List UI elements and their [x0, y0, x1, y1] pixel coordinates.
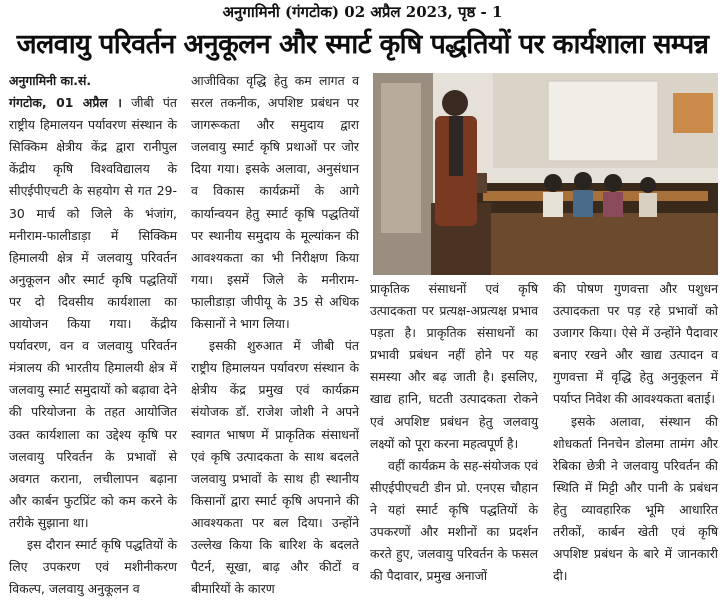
- col2-paragraph-1: आजीविका वृद्धि हेतु कम लागत व सरल तकनीक, अपशिष्ट प्रबंधन पर जागरूकता और समुदाय द्वारा जलवायु स्मार्ट कृषि प्रथाओं पर जोर दिया गया। इसके अलावा, अनुसंधान व विकास कार्यक्रमों के आगे कार्यान्वयन हेतु स्मार्ट कृषि पद्धतियों पर स्थानीय समुदाय के मूल्यांकन की आवश्यकता का भी निरीक्षण किया गया। इसमें जिले के मनीराम-फालीडाड़ा जीपीयू के 35 से अधिक किसानों ने भाग लिया।: [191, 73, 359, 332]
- article-column-2: [191, 70, 359, 600]
- headline: जलवायु परिवर्तन अनुकूलन और स्मार्ट कृषि पद्धतियों पर कार्यशाला सम्पन्न: [16, 29, 709, 60]
- col3-paragraph-2: वहीं कार्यक्रम के सह-संयोजक एवं सीएईपीएचटी डीन प्रो. एनएस चौहान ने यहां स्मार्ट कृषि पद्धतियों के उपकरणों और मशीनों का प्रदर्शन करते हुए, जलवायु परिवर्तन के फसल की पैदावार, प्रमुख अनाजों: [370, 457, 538, 584]
- dateline: गंगटोक, 01 अप्रैल ।: [9, 95, 122, 111]
- col1-paragraph-1: [9, 92, 177, 534]
- masthead: अनुगामिनी (गंगटोक) 02 अप्रैल 2023, पृष्ठ - 1: [222, 3, 503, 21]
- byline: अनुगामिनी का.सं.: [9, 73, 92, 88]
- col3-paragraph-1: प्राकृतिक संसाधनों एवं कृषि उत्पादकता पर प्रत्यक्ष-अप्रत्यक्ष प्रभाव पड़ता है। प्राकृतिक संसाधनों का प्रभावी प्रबंधन नहीं होने पर यह समस्या और बढ़ जाती है। इसलिए, खाद्य हानि, घटती उत्पादकता रोकने एवं अपशिष्ट प्रबंधन हेतु जलवायु लक्ष्यों को पूरा करना महत्वपूर्ण है।: [370, 281, 538, 451]
- article-column-3: [370, 278, 538, 587]
- col2-paragraph-2: इसकी शुरुआत में जीबी पंत राष्ट्रीय हिमालयन पर्यावरण संस्थान के क्षेत्रीय केंद्र प्रमुख एवं कार्यक्रम संयोजक डॉ. राजेश जोशी ने अपने स्वागत भाषण में प्राकृतिक संसाधनों एवं कृषि उत्पादकता के साथ बदलते जलवायु प्रभावों के साथ ही स्थानीय किसानों द्वारा स्मार्ट कृषि अपनाने की आवश्यकता पर बल दिया। उन्होंने उल्लेख किया कि बारिश के बदलते पैटर्न, सूखा, बाढ़ और कीटों व बीमारियों के कारण: [191, 338, 359, 597]
- col1-paragraph-2: इस दौरान स्मार्ट कृषि पद्धतियों के लिए उपकरण एवं मशीनीकरण विकल्प, जलवायु अनुकूलन व: [9, 536, 177, 597]
- event-photo: [373, 73, 718, 275]
- col4-paragraph-2: इसके अलावा, संस्थान की शोधकर्ता निनचेन डोलमा तामंग और रेबिका छेत्री ने जलवायु परिवर्तन की स्थिति में मिट्टी और पानी के प्रबंधन हेतु व्यावहारिक भूमि आधारित तरीकों, कार्बन खेती एवं कृषि अपशिष्ट प्रबंधन के बारे में जानकारी दी।: [553, 413, 718, 584]
- article-column-4: [553, 278, 718, 587]
- col1-paragraph-1-text: जीबी पंत राष्ट्रीय हिमालयन पर्यावरण संस्थान के सिक्किम क्षेत्रीय केंद्र द्वारा रानीपुल केंद्रीय कृषि विश्वविद्यालय के सीएईपीएचटी के सहयोग से गत 29-30 मार्च को जिले के भंजांग, मनीराम-फालीडाड़ा में सिक्किम हिमालयी क्षेत्र में जलवायु परिवर्तन अनुकूलन और स्मार्ट कृषि पद्धतियों पर दो दिवसीय कार्यशाला का आयोजन किया गया। केंद्रीय पर्यावरण, वन व जलवायु परिवर्तन मंत्रालय की भारतीय हिमालयी क्षेत्र में जलवायु स्मार्ट समुदायों को बढ़ावा देने की परियोजना के तहत आयोजित उक्त कार्यशाला का उद्देश्य कृषि पर जलवायु परिवर्तन के प्रभावों से अवगत कराना, लचीलापन बढ़ाना और कार्बन फुटप्रिंट को कम करने के तरीके सुझाना था।: [9, 95, 177, 530]
- article-column-1: [9, 70, 177, 600]
- col4-paragraph-1: की पोषण गुणवत्ता और पशुधन उत्पादकता पर पड़ रहे प्रभावों को उजागर किया। ऐसे में उन्होंने पैदावार बनाए रखने और खाद्य उत्पादन व गुणवत्ता में वृद्धि हेतु अनुकूलन में पर्याप्त निवेश की आवश्यकता बताई।: [553, 281, 718, 407]
